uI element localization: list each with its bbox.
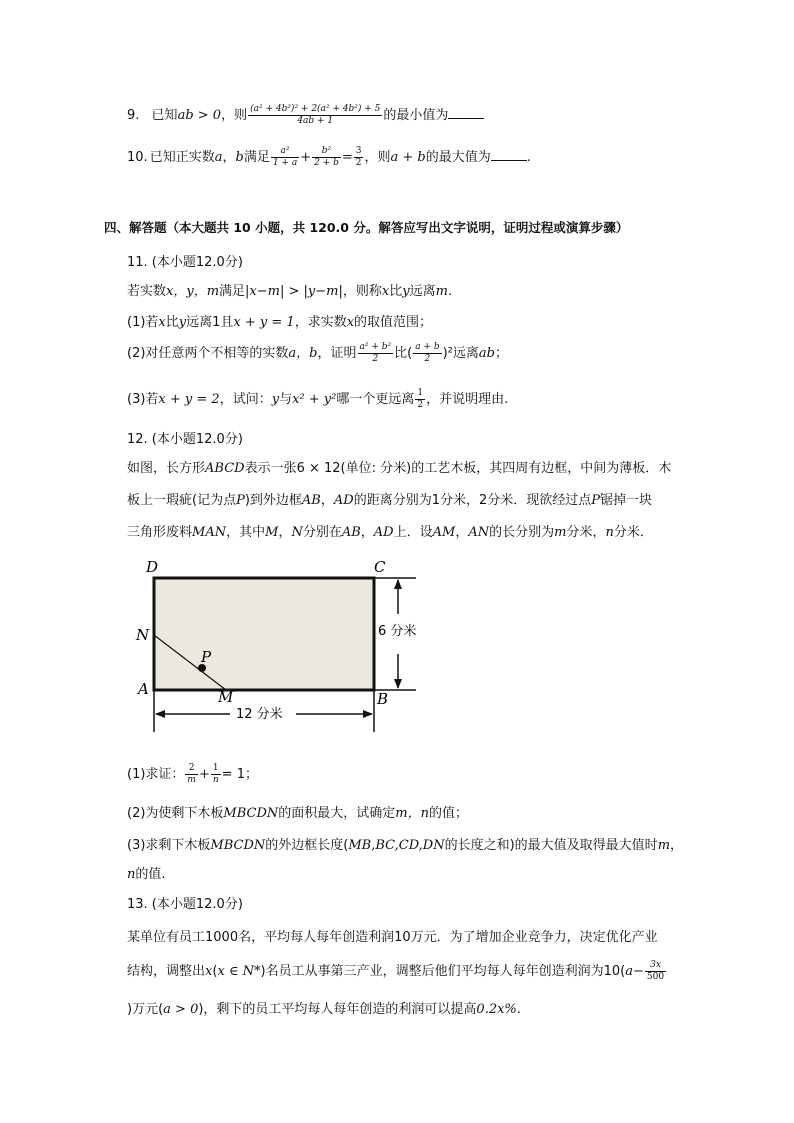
q11-p3-y: y xyxy=(271,392,280,407)
q12-text: ，其中 xyxy=(226,525,266,540)
q13-f-num: 3x xyxy=(645,960,666,972)
q13-text: 结构，调整出 xyxy=(127,964,206,979)
q12-n-var: n xyxy=(605,525,614,540)
q11-intro-abs2: y−m xyxy=(307,284,339,299)
q9-prefix: 已知 xyxy=(151,108,178,123)
q12-am: AM xyxy=(432,525,456,540)
q10-var-a: a xyxy=(214,150,223,165)
q10-answer-blank[interactable] xyxy=(491,148,527,161)
q12-ab: AB xyxy=(301,493,321,508)
q12-part-1 xyxy=(127,763,258,786)
q11-p1-text: 的取值范围； xyxy=(354,315,433,330)
q11-intro-x: x xyxy=(381,284,390,299)
q13-line-3 xyxy=(127,998,521,1017)
q11-intro-abs1: x−m xyxy=(249,284,280,299)
q11-p2-ab: ab xyxy=(478,346,495,361)
q12-ab: AB xyxy=(341,525,361,540)
q12-p: P xyxy=(236,493,245,508)
q9-suffix: 的最小值为 xyxy=(383,108,449,123)
q11-p1-text: 比 xyxy=(165,315,179,330)
q11-p3-text: (3)若 xyxy=(127,392,159,407)
q10-mid: ，则 xyxy=(364,150,391,165)
q12-text: ， xyxy=(278,525,292,540)
q12-part-2 xyxy=(127,802,468,821)
q11-p1-x: x xyxy=(158,315,166,330)
q12-text: ， xyxy=(360,525,374,540)
label-width: 12 分米 xyxy=(236,707,283,722)
q11-header: 11. (本小题12.0分) xyxy=(127,255,243,270)
q11-p2-fraction-2 xyxy=(413,342,441,365)
q13-percent: 0.2x% xyxy=(476,1002,517,1017)
label-m: M xyxy=(218,688,234,706)
q11-intro-m: m xyxy=(435,284,448,299)
q11-intro-y: y xyxy=(402,284,410,299)
q11-p2-vars: a，b xyxy=(288,346,318,361)
q10-f2-den: 2 + b xyxy=(314,158,339,168)
q10-number: 10. xyxy=(127,150,148,165)
q12-part-3-continued xyxy=(127,863,166,882)
q12-m-var: m xyxy=(554,525,567,540)
q12-text: 板上一瑕疵(记为点 xyxy=(127,493,237,508)
q10-f2-num: b² xyxy=(312,146,341,158)
q12-p3-text: 的长度之和)的最大值及取得最大值时 xyxy=(444,838,658,853)
q13-line-1: 某单位有员工1000名，平均每人每年创造利润10万元．为了增加企业竞争力，决定优化产业 xyxy=(127,930,658,945)
q11-p3-text: 与 xyxy=(279,392,293,407)
q11-p1-text: (1)若 xyxy=(127,315,159,330)
q11-p2-text: (2)对任意两个不相等的实数 xyxy=(127,346,289,361)
q11-intro-text: 若实数 xyxy=(127,284,167,299)
q13-text: ( xyxy=(212,964,218,979)
q11-p2-f2-num: a + b xyxy=(415,342,440,352)
q11-p2-text: 比( xyxy=(394,346,413,361)
q11-p2-fraction-1 xyxy=(358,342,394,365)
q12-p3-text: (3)求剩下木板 xyxy=(127,838,211,853)
q11-p2-text: ，证明 xyxy=(317,346,357,361)
q13-a: a xyxy=(625,964,633,979)
q12-m: M xyxy=(265,525,279,540)
q12-p3-n: n xyxy=(127,867,136,882)
q13-text: )，剩下的员工平均每人每年创造的利润可以提高 xyxy=(198,1002,477,1017)
label-a: A xyxy=(138,680,149,698)
q12-text: 表示一张6 × 12(单位: 分米)的工艺木板，其四周有边框，中间为薄板．木 xyxy=(244,461,672,476)
q12-p2-mbcdn: MBCDN xyxy=(223,806,279,821)
q12-p1-equals: = 1； xyxy=(221,767,258,782)
q11-intro-vars: x，y，m xyxy=(166,284,220,299)
label-d: D xyxy=(146,558,159,576)
q11-p1-y: y xyxy=(178,315,187,330)
q11-p3-f-num: 1 xyxy=(417,388,424,398)
q13-text: )名员工从事第三产业，调整后他们平均每人每年创造利润为10( xyxy=(260,964,626,979)
q12-text: 的距离分别为1分米，2分米．现欲经过点 xyxy=(353,493,592,508)
q13-set: x ∈ N* xyxy=(217,964,261,979)
q12-text: 如图，长方形 xyxy=(127,461,206,476)
q12-p2-text: 的面积最大，试确定 xyxy=(278,806,396,821)
q12-p1-f2-num: 1 xyxy=(211,763,221,775)
q11-intro-text: |，则称 xyxy=(338,284,382,299)
q11-intro-text: 远离 xyxy=(409,284,436,299)
q11-p1-equation: x + y = 1 xyxy=(233,315,295,330)
q9-answer-blank[interactable] xyxy=(448,106,484,119)
q11-p2-text: )²远离 xyxy=(442,346,479,361)
q13-text: )万元( xyxy=(127,1002,164,1017)
q12-p2-text: (2)为使剩下木板 xyxy=(127,806,224,821)
q10-end: . xyxy=(526,150,531,165)
q12-text: 锯掉一块 xyxy=(599,493,652,508)
question-9 xyxy=(127,104,484,127)
q13-header: 13. (本小题12.0分) xyxy=(127,897,243,912)
q12-p1-fraction-1 xyxy=(185,763,198,786)
q13-line-2 xyxy=(127,960,667,983)
q10-f3-num: 3 xyxy=(355,146,362,156)
q10-f3-den: 2 xyxy=(355,158,362,168)
q11-p1-text: 远离1且 xyxy=(186,315,234,330)
q9-number: 9. xyxy=(127,108,140,123)
q11-p3-text: 哪一个更远离 xyxy=(336,392,415,407)
q12-line-1 xyxy=(127,457,671,476)
q12-part-3 xyxy=(127,834,683,853)
section-4-heading: 四、解答题（本大题共 10 小题，共 120.0 分。解答应写出文字说明，证明过程或演算步骤） xyxy=(104,220,629,235)
q12-p2-text: 的值； xyxy=(429,806,469,821)
q10-fraction-3 xyxy=(354,146,364,169)
label-height: 6 分米 xyxy=(378,624,417,639)
q10-prefix: 已知正实数 xyxy=(149,150,215,165)
q12-text: 分别在 xyxy=(302,525,342,540)
q11-part-3 xyxy=(127,388,508,411)
q11-p2-text: ； xyxy=(494,346,508,361)
q12-p3-text: ， xyxy=(670,838,684,853)
q12-line-3 xyxy=(127,521,653,540)
q13-x: x xyxy=(205,964,213,979)
q12-ad: AD xyxy=(373,525,394,540)
q10-suffix: 的最大值为 xyxy=(425,150,491,165)
q11-p3-text: ，试问： xyxy=(219,392,272,407)
q12-p1-text: (1)求证： xyxy=(127,767,185,782)
q12-line-2 xyxy=(127,489,652,508)
question-10 xyxy=(127,146,531,169)
q12-p1-f1-num: 2 xyxy=(185,763,198,775)
q12-p2-vars: m，n xyxy=(395,806,429,821)
q11-intro-text: . xyxy=(447,284,453,299)
q13-fraction xyxy=(645,960,666,983)
q10-var-b: b xyxy=(235,150,244,165)
q11-intro-text: | > | xyxy=(279,284,308,299)
q13-condition: a > 0 xyxy=(163,1002,199,1017)
q9-fraction xyxy=(248,104,382,127)
q12-an: AN xyxy=(468,525,490,540)
q11-part-1 xyxy=(127,311,432,330)
q10-f1-den: 1 + a xyxy=(272,158,298,168)
q12-text: 的长分别为 xyxy=(489,525,555,540)
label-p: P xyxy=(201,648,212,666)
q11-intro xyxy=(127,280,452,299)
q10-expression: a + b xyxy=(390,150,426,165)
q12-n: N xyxy=(291,525,303,540)
q10-f1-num: a² xyxy=(271,146,299,158)
q11-intro-text: 满足| xyxy=(219,284,250,299)
q11-p3-equation: x + y = 2 xyxy=(158,392,220,407)
q9-numerator: (a² + 4b²)² + 2(a² + 4b²) + 5 xyxy=(250,104,381,114)
q12-p3-sides: MB,BC,CD,DN xyxy=(348,838,445,853)
q12-man: MAN xyxy=(192,525,227,540)
q12-p1-plus: + xyxy=(198,767,210,782)
q12-text: ， xyxy=(455,525,469,540)
q12-text: ， xyxy=(320,493,334,508)
q13-f-den: 500 xyxy=(646,972,665,982)
q11-p2-f2-den: 2 xyxy=(424,354,431,364)
board-rectangle xyxy=(154,578,374,690)
q11-p1-x: x xyxy=(346,315,355,330)
q12-p3-m: m xyxy=(657,838,671,853)
q11-p3-fraction xyxy=(415,388,425,411)
q9-condition: ab > 0 xyxy=(177,108,222,123)
label-n: N xyxy=(136,626,150,644)
q12-text: 上．设 xyxy=(393,525,433,540)
q12-p3-mbcdn: MBCDN xyxy=(210,838,266,853)
q12-text: )到外边框 xyxy=(244,493,302,508)
q11-p1-text: ，求实数 xyxy=(294,315,347,330)
q9-denominator: 4ab + 1 xyxy=(297,116,334,126)
q12-text: 分米， xyxy=(566,525,606,540)
q11-p3-f-den: 2 xyxy=(417,400,424,410)
q12-p1-fraction-2 xyxy=(211,763,221,786)
q10-fraction-1 xyxy=(271,146,299,169)
q13-minus: − xyxy=(633,964,644,979)
q12-p1-f1-den: m xyxy=(187,775,196,785)
q12-abcd: ABCD xyxy=(205,461,245,476)
q12-text: 分米． xyxy=(613,525,653,540)
label-c: C xyxy=(374,558,386,576)
q13-text: . xyxy=(516,1002,521,1017)
q12-p1-f2-den: n xyxy=(212,775,219,785)
q12-p3-text: 的值. xyxy=(135,867,166,882)
label-b: B xyxy=(377,690,389,708)
q10-plus: + xyxy=(300,150,312,165)
q12-p3-text: 的外边框长度( xyxy=(265,838,349,853)
q11-p3-text: ，并说明理由. xyxy=(426,392,509,407)
q10-comma: ， xyxy=(222,150,236,165)
q12-p: P xyxy=(591,493,600,508)
rectangle-diagram xyxy=(130,556,440,742)
q11-part-2 xyxy=(127,342,508,365)
q10-equals: = xyxy=(341,150,353,165)
q11-p2-f1-num: a² + b² xyxy=(359,342,392,352)
q9-mid: ，则 xyxy=(221,108,248,123)
q12-text: 三角形废料 xyxy=(127,525,193,540)
q11-p2-f1-den: 2 xyxy=(372,354,379,364)
q11-intro-text: 比 xyxy=(389,284,403,299)
q12-header: 12. (本小题12.0分) xyxy=(127,432,243,447)
q10-satisfy: 满足 xyxy=(243,150,270,165)
q10-fraction-2 xyxy=(312,146,341,169)
q12-ad: AD xyxy=(333,493,354,508)
q11-p3-expression: x² + y² xyxy=(292,392,337,407)
